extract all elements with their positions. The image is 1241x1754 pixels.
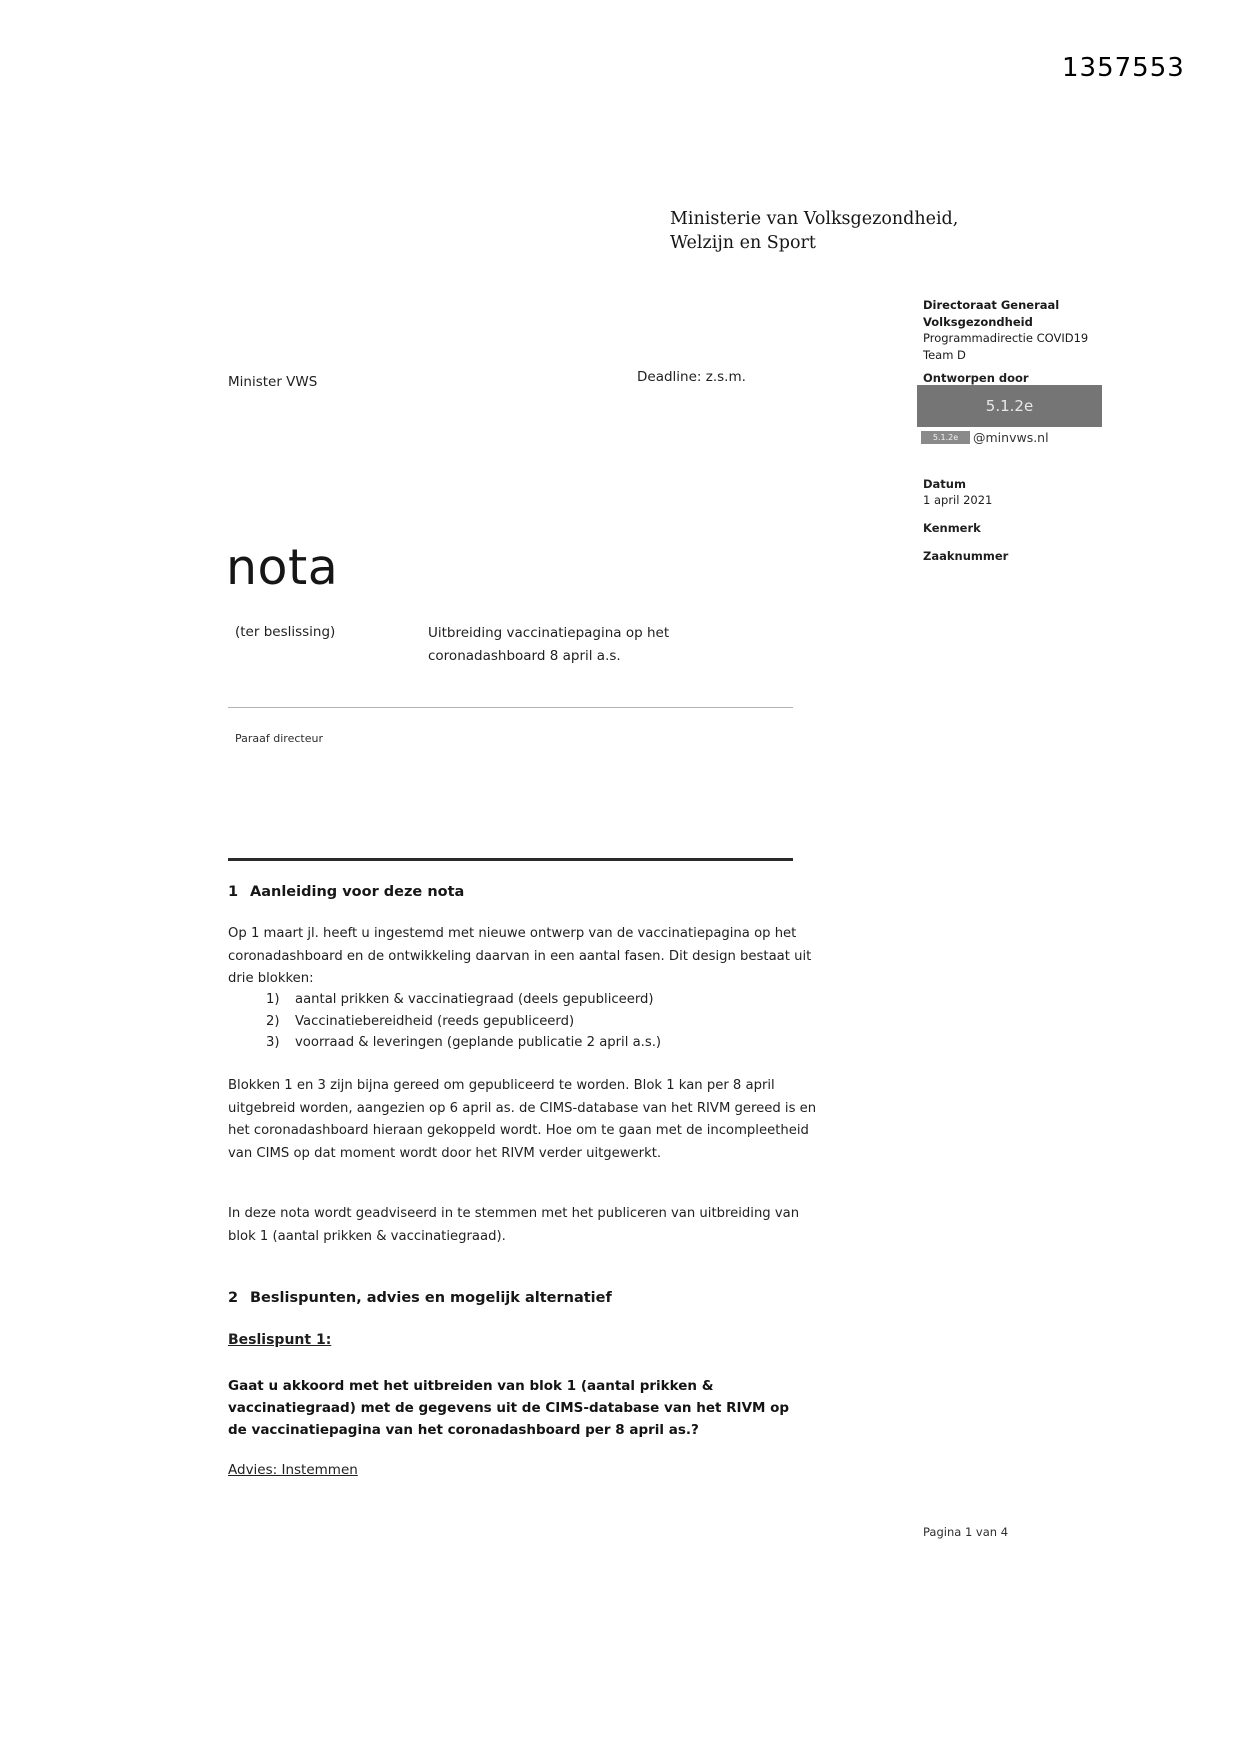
page-footer: Pagina 1 van 4 (923, 1525, 1009, 1539)
section2-number: 2 (228, 1290, 239, 1306)
numbered-list (266, 989, 661, 1054)
section1-number: 1 (228, 884, 239, 900)
subject: Uitbreiding vaccinatiepagina op het coronadashboard 8 april a.s. (428, 625, 670, 664)
decision-question: Gaat u akkoord met het uitbreiden van blok 1 (aantal prikken & vaccinatiegraad) met de gegevens uit de CIMS-database van het RIVM op de vaccinatiepagina van het coronadashboard per 8 april as.? (228, 1378, 790, 1438)
date-value: 1 april 2021 (923, 493, 993, 507)
section1-title: Aanleiding voor deze nota (250, 884, 465, 900)
paragraph-1: Op 1 maart jl. heeft u ingestemd met nieuwe ontwerp van de vaccinatiepagina op het coronadashboard en de ontwikkeling daarvan in een aantal fasen. Dit design bestaat uit drie blokken: (228, 926, 812, 986)
kenmerk-label: Kenmerk (923, 521, 981, 535)
paragraph-2: Blokken 1 en 3 zijn bijna gereed om gepubliceerd te worden. Blok 1 kan per 8 april uitgebreid worden, aangezien op 6 april as. de CIMS-database van het RIVM gereed is en het coronadashboard hieraan gekoppeld wordt. Hoe om te gaan met de incompleetheid van CIMS op dat moment wordt door het RIVM verder uitgewerkt. (228, 1078, 817, 1161)
list-item (266, 989, 661, 1011)
section2-heading (228, 1290, 612, 1306)
email-domain: @minvws.nl (973, 430, 1049, 445)
sidebar-directorate-block (923, 297, 1193, 363)
divider-light (228, 707, 793, 708)
section2-title: Beslispunten, advies en mogelijk alternatief (250, 1290, 612, 1306)
advice: Advies: Instemmen (228, 1462, 358, 1478)
zaaknummer-label: Zaaknummer (923, 549, 1009, 563)
redaction-box (917, 385, 1102, 427)
ministry-name-line2: Welzijn en Sport (670, 233, 816, 253)
list-item (266, 1032, 661, 1054)
email-redaction-box: 5.1.2e (921, 431, 970, 444)
paraaf-directeur-label: Paraaf directeur (235, 732, 323, 745)
divider-dark (228, 858, 793, 861)
directorate-line1: Directoraat Generaal (923, 298, 1060, 312)
directorate-line4: Team D (923, 347, 966, 362)
section1-heading (228, 884, 464, 900)
deadline: Deadline: z.s.m. (637, 369, 746, 385)
beslispunt-1-label: Beslispunt 1: (228, 1332, 332, 1348)
ter-beslissing-label: (ter beslissing) (235, 624, 336, 640)
date-label: Datum (923, 477, 966, 491)
recipient: Minister VWS (228, 374, 318, 390)
list-item-text: voorraad & leveringen (geplande publicatie 2 april a.s.) (295, 1035, 662, 1050)
ministry-header (670, 207, 958, 255)
list-item-text: Vaccinatiebereidheid (reeds gepubliceerd) (295, 1013, 575, 1029)
list-item-number: 2) (266, 1013, 280, 1029)
designed-by-label: Ontworpen door (923, 371, 1029, 385)
directorate-line3: Programmadirectie COVID19 (923, 331, 1089, 345)
list-item-number: 3) (266, 1035, 280, 1050)
list-item-number: 1) (266, 992, 280, 1007)
redaction-code: 5.1.2e (985, 397, 1034, 415)
ministry-name-line1: Ministerie van Volksgezondheid, (670, 209, 959, 229)
directorate-line2: Volksgezondheid (923, 314, 1033, 329)
paragraph-3: In deze nota wordt geadviseerd in te stemmen met het publiceren van uitbreiding van blok 1 (aantal prikken & vaccinatiegraad). (228, 1206, 800, 1244)
list-item (266, 1011, 661, 1033)
nota-title: nota (226, 539, 339, 596)
document-number: 1357553 (1062, 53, 1185, 83)
email-line (921, 430, 1049, 445)
list-item-text: aantal prikken & vaccinatiegraad (deels gepubliceerd) (295, 992, 654, 1007)
